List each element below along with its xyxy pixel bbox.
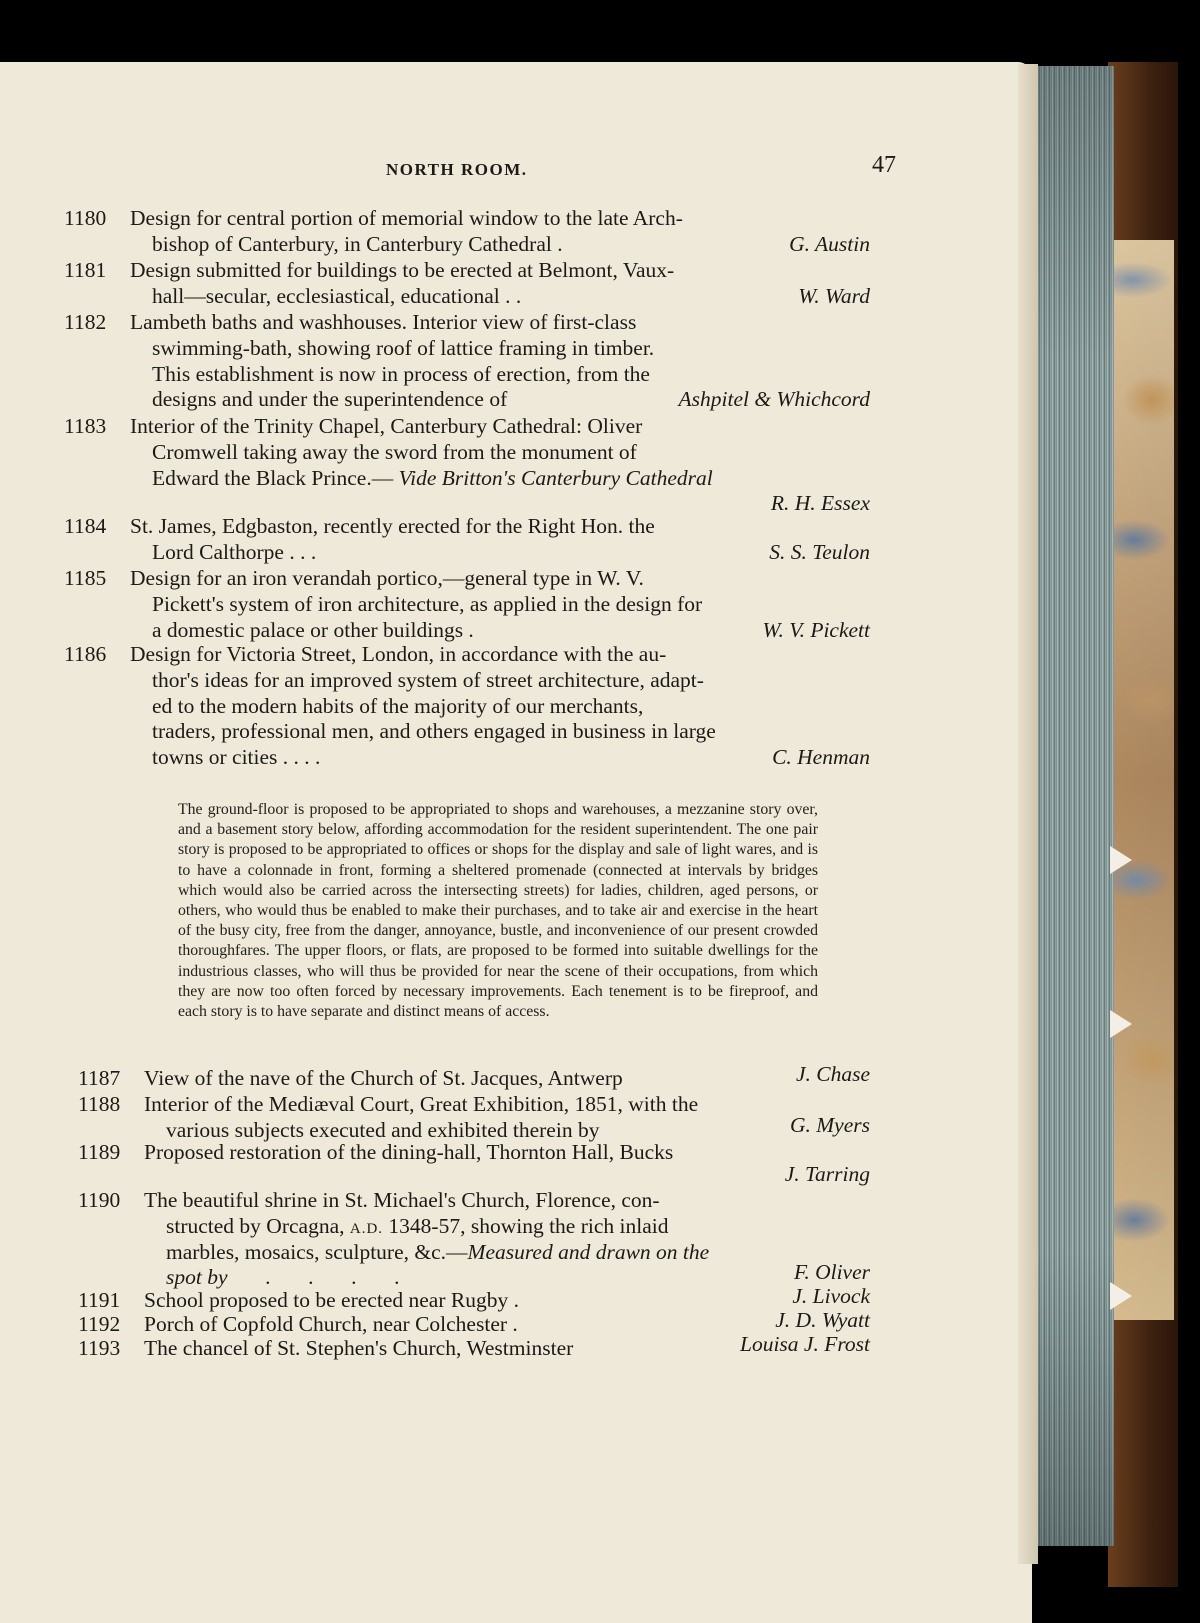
catalogue-entry bbox=[64, 642, 870, 772]
catalogue-entry bbox=[64, 206, 870, 258]
note-paragraph: The ground-floor is proposed to be appropriated to shops and warehouses, a mezzanine story over, and a basement story below, affording accommodation for the resident superintendent. The one pair story is proposed to be appropriated to offices or shops for the display and sale of light wares, and is to have a colonnade in front, forming a sheltered promenade (connected at intervals by bridges which would also be carried across the intersecting streets) for ladies, children, aged persons, or others, who would thus be enabled to make their purchases, and to take air and exercise in the heart of the busy city, free from the danger, annoyance, bustle, and inconvenience of our present crowded thoroughfares. The upper floors, or flats, are proposed to be formed into suitable dwellings for the industrious classes, who will thus be provided for near the scene of their occupations, from which they are now too often forced by necessary improvements. Each tenement is to be fireproof, and each story is to have separate and distinct means of access. bbox=[178, 801, 818, 1021]
entry-number: 1180 bbox=[64, 206, 107, 230]
entry-number: 1192 bbox=[78, 1312, 121, 1336]
entry-author: R. H. Essex bbox=[770, 491, 870, 516]
entry-line: Interior of the Trinity Chapel, Canterbury Cathedral: Oliver bbox=[130, 414, 643, 438]
entry-number: 1185 bbox=[64, 566, 107, 590]
entry-line: St. James, Edgbaston, recently erected for the Right Hon. the bbox=[130, 514, 655, 538]
entry-line: towns or cities . . . . bbox=[152, 745, 321, 770]
entry-author: J. Chase bbox=[795, 1062, 870, 1086]
running-head: NORTH ROOM. bbox=[386, 160, 528, 179]
entry-line: Edward the Black Prince.— Vide Britton's Canterbury Cathedral bbox=[152, 465, 713, 490]
entry-number: 1183 bbox=[64, 414, 107, 438]
entry-line: Design for central portion of memorial window to the late Arch- bbox=[130, 206, 683, 230]
entry-author: F. Oliver bbox=[793, 1260, 870, 1284]
entry-line: swimming-bath, showing roof of lattice framing in timber. bbox=[152, 335, 655, 360]
entry-note bbox=[178, 800, 818, 1022]
entry-author: G. Myers bbox=[789, 1113, 870, 1137]
entry-author: J. Tarring bbox=[784, 1162, 870, 1186]
entry-line: School proposed to be erected near Rugby . bbox=[144, 1288, 519, 1312]
entry-author: J. Livock bbox=[792, 1284, 870, 1308]
entry-line: spot by . . . . bbox=[166, 1265, 400, 1290]
entry-line: traders, professional men, and others engaged in business in large bbox=[152, 719, 716, 744]
entry-line: Pickett's system of iron architecture, as applied in the design for bbox=[152, 591, 703, 616]
entry-number: 1181 bbox=[64, 258, 107, 282]
catalogue-entry bbox=[78, 1062, 870, 1092]
catalogue-entry bbox=[64, 310, 870, 414]
entry-number: 1189 bbox=[78, 1140, 121, 1164]
entry-author: J. D. Wyatt bbox=[775, 1308, 870, 1332]
entry-line: various subjects executed and exhibited therein by bbox=[166, 1117, 600, 1142]
entry-author: W. V. Pickett bbox=[762, 617, 870, 642]
entry-line: Design for Victoria Street, London, in accordance with the au- bbox=[130, 642, 667, 666]
entry-line: Interior of the Mediæval Court, Great Exhibition, 1851, with the bbox=[144, 1092, 699, 1116]
entry-number: 1182 bbox=[64, 310, 107, 334]
entry-line: The chancel of St. Stephen's Church, Westminster bbox=[144, 1336, 574, 1360]
entry-number: 1186 bbox=[64, 642, 107, 666]
entry-author: Louisa J. Frost bbox=[739, 1332, 870, 1356]
entry-number: 1190 bbox=[78, 1188, 121, 1212]
catalogue-entry bbox=[64, 258, 870, 310]
entry-line: Lord Calthorpe . . . bbox=[152, 539, 317, 564]
catalogue-entry bbox=[78, 1332, 870, 1362]
entry-number: 1188 bbox=[78, 1092, 121, 1116]
catalogue-entry bbox=[78, 1092, 870, 1144]
entry-line: thor's ideas for an improved system of street architecture, adapt- bbox=[152, 667, 704, 692]
entry-number: 1184 bbox=[64, 514, 107, 538]
entry-line: This establishment is now in process of erection, from the bbox=[152, 361, 650, 386]
entry-line: Porch of Copfold Church, near Colchester . bbox=[144, 1312, 518, 1336]
entry-author: Ashpitel & Whichcord bbox=[678, 387, 870, 412]
entry-line: bishop of Canterbury, in Canterbury Cathedral . bbox=[152, 231, 563, 256]
entry-line: Design for an iron verandah portico,—general type in W. V. bbox=[130, 566, 644, 590]
page-header bbox=[0, 154, 1032, 184]
catalogue-entry bbox=[64, 566, 870, 644]
entry-line: The beautiful shrine in St. Michael's Church, Florence, con- bbox=[144, 1188, 660, 1212]
entry-author: W. Ward bbox=[798, 283, 870, 308]
entry-number: 1193 bbox=[78, 1336, 121, 1360]
page-number: 47 bbox=[872, 152, 896, 178]
catalogue-entry bbox=[64, 514, 870, 566]
entry-number: 1187 bbox=[78, 1066, 121, 1090]
marble-pattern-mark bbox=[1110, 1010, 1132, 1038]
entry-author: S. S. Teulon bbox=[769, 539, 870, 564]
marbled-endpaper bbox=[1112, 240, 1174, 1320]
catalogue-entry bbox=[64, 414, 870, 518]
entry-line: designs and under the superintendence of bbox=[152, 387, 508, 412]
entry-line: hall—secular, ecclesiastical, educational . . bbox=[152, 283, 522, 308]
entry-line: Lambeth baths and washhouses. Interior view of first-class bbox=[130, 310, 637, 334]
marble-pattern-mark bbox=[1110, 846, 1132, 874]
marble-pattern-mark bbox=[1110, 1282, 1132, 1310]
catalogue-entry bbox=[78, 1140, 870, 1192]
entry-line: View of the nave of the Church of St. Jacques, Antwerp bbox=[144, 1066, 623, 1090]
entry-author: G. Austin bbox=[789, 231, 870, 256]
entry-number: 1191 bbox=[78, 1288, 121, 1312]
entry-line: structed by Orcagna, A.D. 1348-57, showing the rich inlaid bbox=[166, 1213, 669, 1238]
entry-line: Design submitted for buildings to be erected at Belmont, Vaux- bbox=[130, 258, 675, 282]
catalogue-entry bbox=[78, 1188, 870, 1292]
catalogue-entry bbox=[78, 1284, 870, 1314]
entry-line: ed to the modern habits of the majority of our merchants, bbox=[152, 693, 644, 718]
entry-line: Cromwell taking away the sword from the monument of bbox=[152, 439, 637, 464]
entry-line: Proposed restoration of the dining-hall, Thornton Hall, Bucks bbox=[144, 1140, 674, 1164]
entry-line: marbles, mosaics, sculpture, &c.—Measured and drawn on the bbox=[166, 1239, 710, 1264]
entry-line: a domestic palace or other buildings . bbox=[152, 617, 474, 642]
entry-author: C. Henman bbox=[772, 745, 870, 770]
